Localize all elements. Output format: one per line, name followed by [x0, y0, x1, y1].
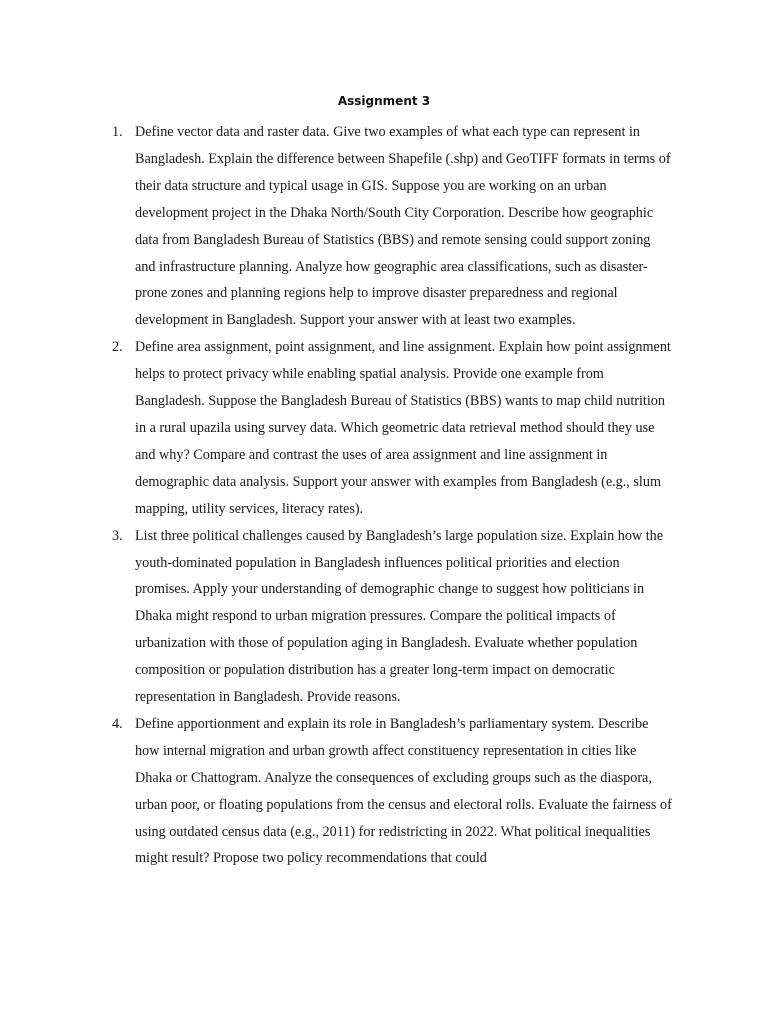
question-number: 4. — [112, 715, 123, 732]
question-number: 1. — [112, 124, 123, 140]
question-list — [0, 119, 768, 872]
question-text: Define area assignment, point assignment, and line assignment. Explain how point assignment helps to protect privacy while enabling spatial analysis. Provide one example from Bangladesh. Suppose the Bangladesh Bureau of Statistics (BBS) wants to map child nutrition in a rural upazila using survey data. Which geometric data retrieval method should they use and why? Compare and contrast the uses of area assignment and line assignment in demographic data analysis. Support your answer with examples from Bangladesh (e.g., slum mapping, utility services, literacy rates). — [135, 339, 671, 517]
question-text: List three political challenges caused by Bangladesh’s large population size. Explain how the youth-dominated population in Bangladesh influences political priorities and election promises. Apply your understanding of demographic change to suggest how politicians in Dhaka might respond to urban migration pressures. Compare the political impacts of urbanization with those of population aging in Bangladesh. Evaluate whether population composition or population distribution has a greater long-term impact on democratic representation in Bangladesh. Provide reasons. — [135, 527, 664, 706]
document-title: Assignment 3 — [337, 94, 431, 108]
question-item-3 — [0, 523, 673, 711]
question-number: 2. — [112, 339, 123, 356]
question-item-4 — [0, 711, 673, 872]
question-text: Define vector data and raster data. Give two examples of what each type can represent in Bangladesh. Explain the difference between Shapefile (.shp) and GeoTIFF formats in terms of their data structure and typical usage in GIS. Suppose you are working on an urban development project in the Dhaka North/South City Corporation. Describe how geographic data from Bangladesh Bureau of Statistics (BBS) and remote sensing could support zoning and infrastructure planning. Analyze how geographic area classifications, such as disaster-prone zones and planning regions help to improve disaster preparedness and regional development in Bangladesh. Support your answer with at least two examples. — [135, 124, 671, 329]
question-item-1 — [0, 119, 673, 334]
question-item-2 — [0, 334, 673, 522]
question-text: Define apportionment and explain its role in Bangladesh’s parliamentary system. Describe how internal migration and urban growth affect constituency representation in cities like Dhaka or Chattogram. Analyze the consequences of excluding groups such as the diaspora, urban poor, or floating populations from the census and electoral rolls. Evaluate the fairness of using outdated census data (e.g., 2011) for redistricting in 2022. What political inequalities might result? Propose two policy recommendations that could — [135, 715, 672, 867]
question-number: 3. — [112, 527, 123, 544]
